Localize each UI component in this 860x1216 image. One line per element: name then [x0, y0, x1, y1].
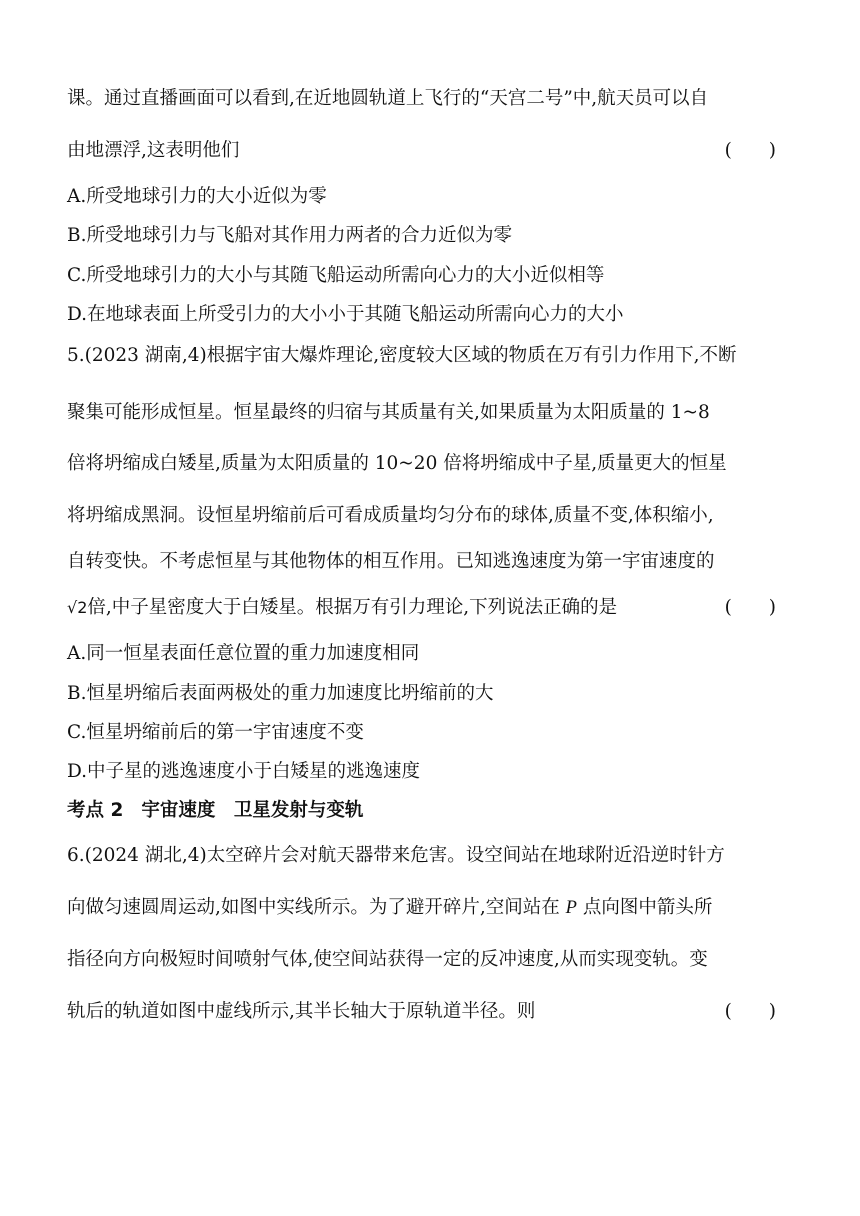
q6-stem-line-3: 指径向方向极短时间喷射气体,使空间站获得一定的反冲速度,从而实现变轨。变: [67, 949, 708, 970]
q5-answer-bracket: ( ): [724, 597, 776, 618]
q4-option-b: B.所受地球引力与飞船对其作用力两者的合力近似为零: [67, 225, 512, 246]
q5-option-c: C.恒星坍缩前后的第一宇宙速度不变: [67, 722, 364, 743]
q5-stem-line-4: 将坍缩成黑洞。设恒星坍缩前后可看成质量均匀分布的球体,质量不变,体积缩小,: [67, 505, 714, 526]
q4-option-d: D.在地球表面上所受引力的大小小于其随飞船运动所需向心力的大小: [67, 304, 624, 325]
q5-option-d: D.中子星的逃逸速度小于白矮星的逃逸速度: [67, 761, 421, 782]
q6-answer-bracket: ( ): [724, 1001, 776, 1022]
q4-answer-bracket: ( ): [724, 140, 776, 161]
section-title: 宇宙速度 卫星发射与变轨: [141, 800, 364, 821]
q5-option-a: A.同一恒星表面任意位置的重力加速度相同: [67, 643, 420, 664]
q5-stem-line-2: 聚集可能形成恒星。恒星最终的归宿与其质量有关,如果质量为太阳质量的 1~8: [67, 402, 710, 423]
q4-option-c: C.所受地球引力的大小与其随飞船运动所需向心力的大小近似相等: [67, 265, 605, 286]
q6-stem-text-post: 点向图中箭头所: [576, 897, 713, 918]
q5-stem-line-3: 倍将坍缩成白矮星,质量为太阳质量的 10~20 倍将坍缩成中子星,质量更大的恒星: [67, 453, 727, 474]
q4-stem-line-2: [67, 138, 776, 164]
q5-option-b: B.恒星坍缩后表面两极处的重力加速度比坍缩前的大: [67, 683, 494, 704]
q6-stem-line-1: 6.(2024 湖北,4)太空碎片会对航天器带来危害。设空间站在地球附近沿逆时针方: [67, 845, 725, 866]
q6-stem-line-2: [67, 895, 776, 921]
sqrt-two: √2: [67, 598, 88, 617]
q5-stem-line-5: 自转变快。不考虑恒星与其他物体的相互作用。已知逃逸速度为第一宇宙速度的: [67, 551, 715, 572]
q6-stem-line-4: [67, 999, 776, 1025]
q6-stem-text: 轨后的轨道如图中虚线所示,其半长轴大于原轨道半径。则: [67, 1001, 536, 1022]
section-label: 考点 2: [67, 800, 124, 821]
point-p-label: P: [565, 898, 577, 918]
q4-stem-text: 由地漂浮,这表明他们: [67, 140, 240, 161]
section-heading: [67, 798, 776, 824]
q6-stem-text-pre: 向做匀速圆周运动,如图中实线所示。为了避开碎片,空间站在: [67, 897, 566, 918]
q5-stem-line-1: 5.(2023 湖南,4)根据宇宙大爆炸理论,密度较大区域的物质在万有引力作用下,不断: [67, 345, 737, 366]
q5-stem-line-6: [67, 595, 776, 621]
q4-stem-line-1: 课。通过直播画面可以看到,在近地圆轨道上飞行的“天宫二号”中,航天员可以自: [67, 88, 709, 109]
q4-option-a: A.所受地球引力的大小近似为零: [67, 186, 327, 207]
q5-stem-text: 倍,中子星密度大于白矮星。根据万有引力理论,下列说法正确的是: [87, 597, 618, 618]
